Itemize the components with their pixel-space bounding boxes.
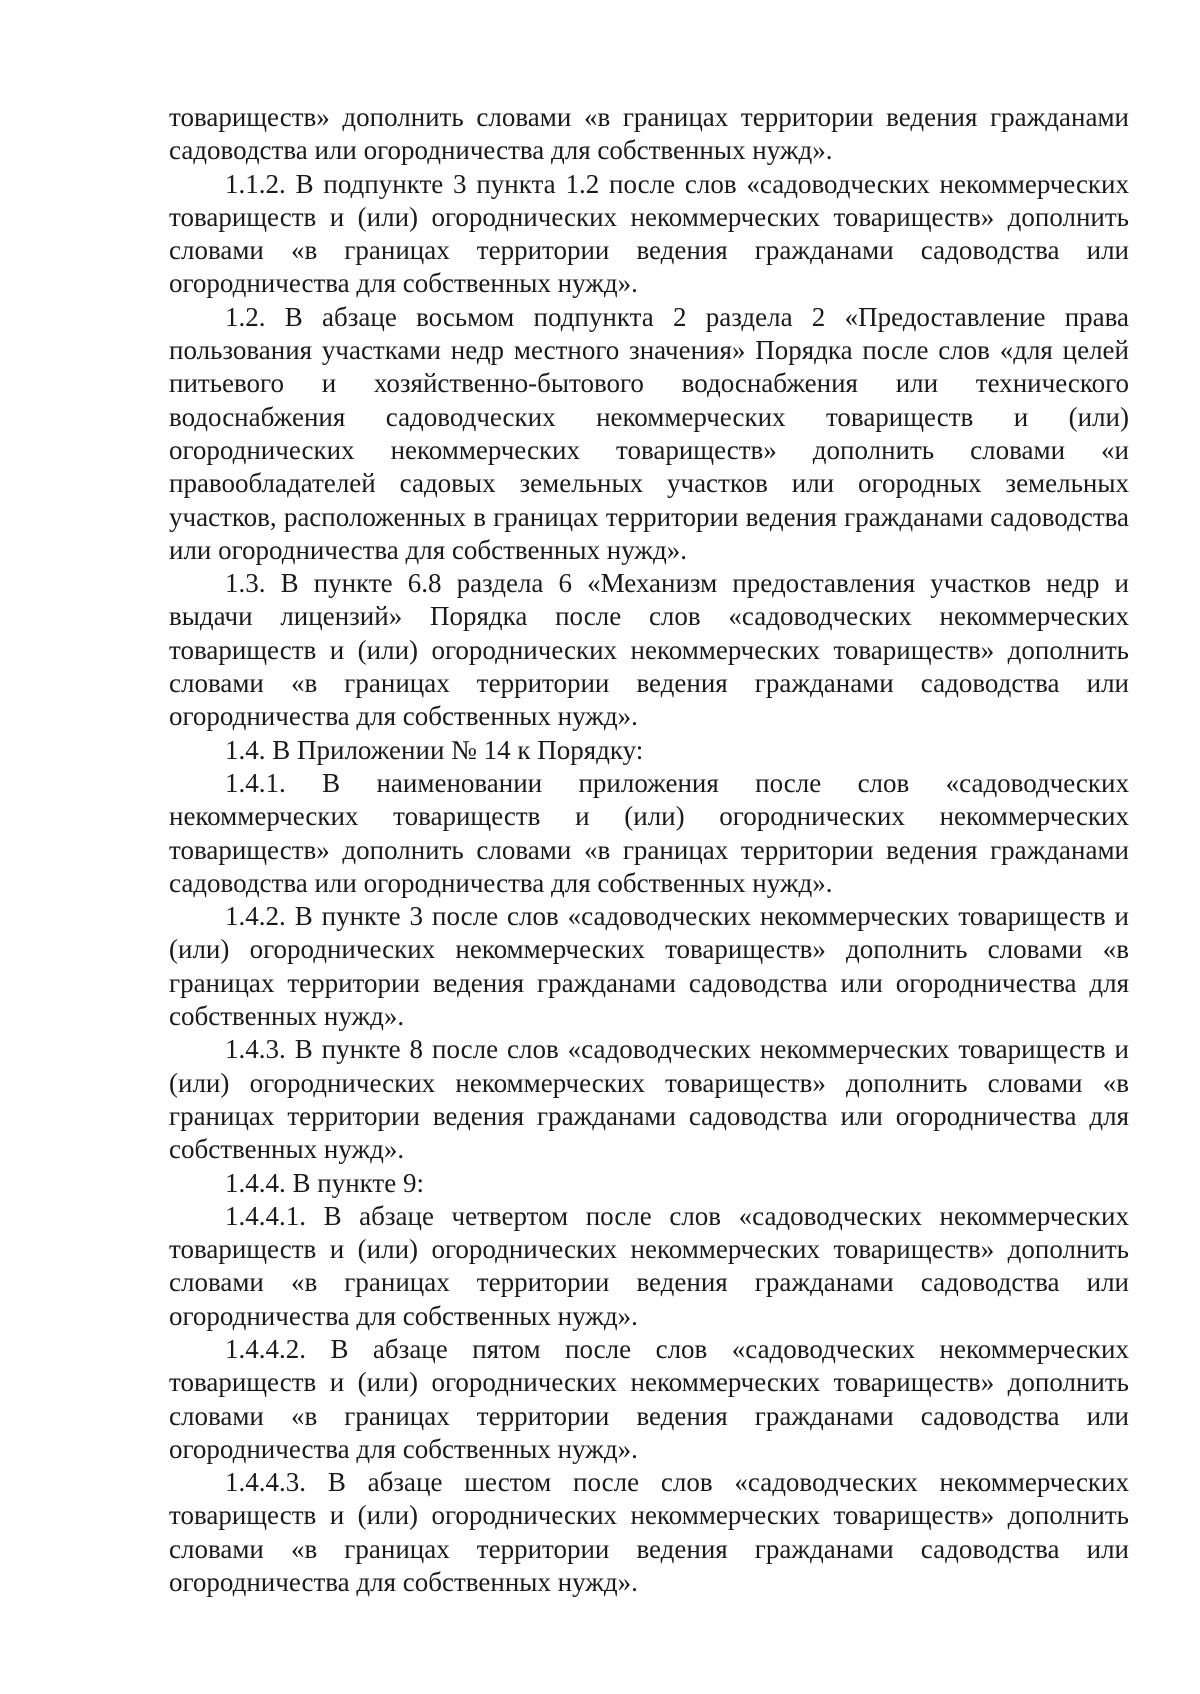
paragraph-1-4-4: 1.4.4. В пункте 9: [225, 1167, 424, 1198]
paragraph-1-4-4-2: 1.4.4.2. В абзаце пятом после слов «садоводческих некоммерческих товариществ и (или) огороднических некоммерческих товариществ» дополнить словами «в границах территории ведения гражданами садоводства или огородничества для собственных нужд». [169, 1333, 1129, 1464]
paragraph-1-3: 1.3. В пункте 6.8 раздела 6 «Механизм предоставления участков недр и выдачи лицензий» Порядка после слов «садоводческих некоммерческих товариществ и (или) огороднических некоммерческих товариществ» дополнить словами «в границах территории ведения гражданами садоводства или огородничества для собственных нужд». [169, 568, 1129, 732]
paragraph-1-4-4-1: 1.4.4.1. В абзаце четвертом после слов «садоводческих некоммерческих товариществ и (или) огороднических некоммерческих товариществ» дополнить словами «в границах территории ведения гражданами садоводства или огородничества для собственных нужд». [169, 1200, 1129, 1331]
paragraph-1-4-3: 1.4.3. В пункте 8 после слов «садоводческих некоммерческих товариществ и (или) огороднических некоммерческих товариществ» дополнить словами «в границах территории ведения гражданами садоводства или огородничества для собственных нужд». [169, 1034, 1129, 1165]
paragraph-1-1-2: 1.1.2. В подпункте 3 пункта 1.2 после слов «садоводческих некоммерческих товариществ и (или) огороднических некоммерческих товариществ» дополнить словами «в границах территории ведения гражданами садоводства или огородничества для собственных нужд». [169, 168, 1129, 299]
paragraph-1-4: 1.4. В Приложении № 14 к Порядку: [225, 734, 644, 765]
paragraph-1-2: 1.2. В абзаце восьмом подпункта 2 раздела 2 «Предоставление права пользования участками недр местного значения» Порядка после слов «для целей питьевого и хозяйственно-бытового водоснабжения или технического водоснабжения садоводческих некоммерческих товариществ и (или) огороднических некоммерческих товариществ» дополнить словами «и правообладателей садовых земельных участков или огородных земельных участков, расположенных в границах территории ведения гражданами садоводства или огородничества для собственных нужд». [169, 301, 1129, 565]
paragraph-continuation: товариществ» дополнить словами «в границах территории ведения гражданами садоводства или огородничества для собственных нужд». [169, 102, 1129, 166]
document-page [169, 101, 1129, 1599]
paragraph-1-4-1: 1.4.1. В наименовании приложения после слов «садоводческих некоммерческих товариществ и (или) огороднических некоммерческих товариществ» дополнить словами «в границах территории ведения гражданами садоводства или огородничества для собственных нужд». [169, 767, 1129, 898]
paragraph-1-4-2: 1.4.2. В пункте 3 после слов «садоводческих некоммерческих товариществ и (или) огороднических некоммерческих товариществ» дополнить словами «в границах территории ведения гражданами садоводства или огородничества для собственных нужд». [169, 901, 1129, 1032]
paragraph-1-4-4-3: 1.4.4.3. В абзаце шестом после слов «садоводческих некоммерческих товариществ и (или) огороднических некоммерческих товариществ» дополнить словами «в границах территории ведения гражданами садоводства или огородничества для собственных нужд». [169, 1467, 1129, 1598]
